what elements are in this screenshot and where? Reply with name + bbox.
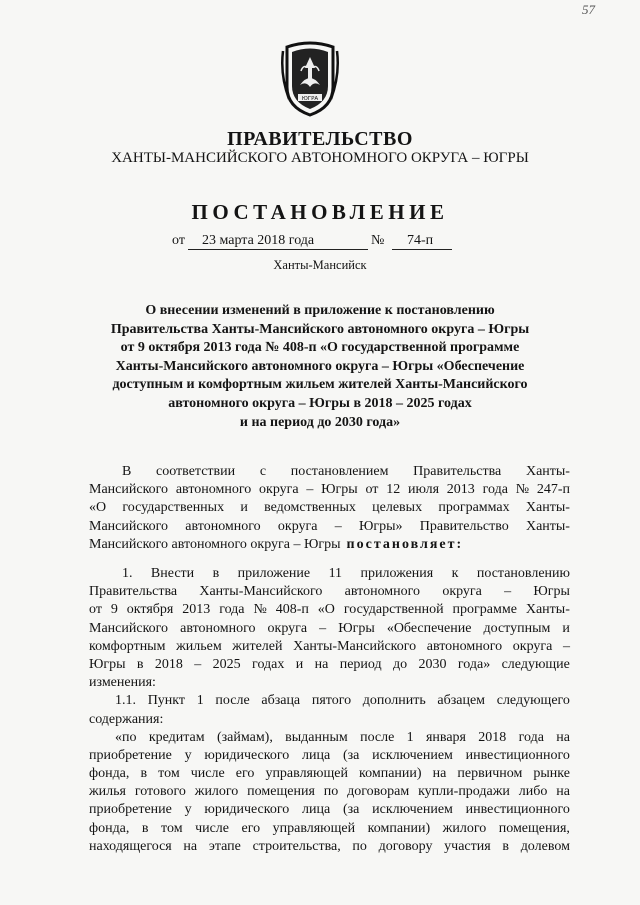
- word: 12: [386, 482, 401, 498]
- word: Ханты-Мансийского: [199, 584, 323, 600]
- word: и: [240, 500, 248, 516]
- word: Правительство: [419, 518, 509, 534]
- word: Мансийского: [89, 620, 169, 636]
- word: постановлением: [290, 464, 389, 479]
- word: –: [319, 620, 327, 636]
- text-line: [89, 747, 570, 765]
- text-line: [89, 565, 570, 583]
- word: 247-п: [536, 482, 570, 498]
- word: у: [184, 747, 192, 763]
- word: помещения,: [498, 820, 570, 836]
- title-line: Ханты-Мансийского автономного округа – Югры «Обеспечение: [115, 358, 525, 374]
- word: после: [215, 693, 250, 709]
- word: доступным: [483, 620, 551, 636]
- word: 2030: [418, 656, 447, 672]
- word: после: [360, 729, 395, 745]
- government-subtitle: ХАНТЫ-МАНСИЙСКОГО АВТОНОМНОГО ОКРУГА – ЮГРЫ: [111, 150, 529, 166]
- word: –: [334, 518, 342, 534]
- text-line: [89, 783, 570, 801]
- word: (за: [342, 747, 360, 763]
- word: Югры: [321, 482, 358, 498]
- word: на: [183, 838, 198, 854]
- word: к: [451, 566, 459, 581]
- decree-word: постановляет:: [346, 536, 464, 552]
- word: года: [482, 482, 508, 498]
- word: №: [253, 602, 267, 618]
- word: 2013: [446, 482, 475, 498]
- word: постановлению: [476, 566, 570, 581]
- word: жилого: [442, 820, 487, 836]
- word: период: [339, 656, 382, 672]
- word: у: [184, 802, 192, 818]
- text-line: [89, 765, 570, 783]
- word: «Обеспечение: [386, 620, 472, 636]
- word: договору: [378, 838, 433, 854]
- word: на: [556, 784, 570, 800]
- word: на: [314, 656, 329, 672]
- word: том: [161, 820, 183, 836]
- word: Ханты-: [525, 518, 570, 534]
- word: фонда,: [89, 766, 130, 782]
- text-line: [89, 674, 570, 692]
- text-line: [89, 463, 570, 481]
- word: 2018: [154, 656, 183, 672]
- word: и: [295, 656, 304, 672]
- word: комфортным: [89, 638, 166, 654]
- word: изменения:: [89, 675, 156, 691]
- word: октября: [126, 602, 174, 618]
- coat-of-arms-emblem: [281, 41, 339, 117]
- word: его: [241, 820, 261, 836]
- word: по: [352, 838, 367, 854]
- word: округа: [267, 620, 308, 636]
- text-line: [89, 601, 570, 619]
- word: на: [432, 766, 447, 782]
- word: целевых: [372, 500, 423, 516]
- word: жилья: [89, 784, 126, 800]
- title-line: автономного округа – Югры в 2018 – 2025 годах: [168, 395, 472, 411]
- text-line: [89, 481, 570, 499]
- word: приложение: [237, 566, 311, 581]
- word: –: [562, 638, 570, 654]
- word: в: [212, 566, 220, 581]
- word: договорам: [347, 784, 410, 800]
- word: автономного: [426, 638, 503, 654]
- word: исключением: [372, 747, 453, 763]
- word: жильем: [176, 638, 222, 654]
- word: Правительства: [89, 584, 178, 600]
- text-line: [89, 729, 570, 747]
- word: –: [194, 656, 202, 672]
- word: Пункт: [147, 693, 186, 709]
- word: –: [306, 482, 314, 498]
- word: соответствии: [156, 464, 236, 479]
- word: Ханты-: [525, 464, 570, 479]
- word: в: [141, 820, 149, 836]
- word: либо: [518, 784, 548, 800]
- word: с: [259, 464, 267, 479]
- word: округа: [259, 482, 299, 498]
- word: года»: [457, 656, 491, 672]
- document-type: ПОСТАНОВЛЕНИЕ: [191, 200, 449, 224]
- word: программах: [438, 500, 510, 516]
- word: от: [89, 602, 102, 618]
- item-1-paragraph: [89, 565, 570, 856]
- word: управляющей: [272, 820, 356, 836]
- word: помещения: [247, 784, 315, 800]
- word: Югры: [533, 584, 570, 600]
- text-line: [89, 801, 570, 819]
- word: участия: [444, 838, 491, 854]
- word: приобретение: [89, 802, 172, 818]
- word: округа: [277, 518, 318, 534]
- word: выданным: [285, 729, 348, 745]
- text-line: [89, 583, 570, 601]
- text-line: [89, 499, 570, 517]
- word: готового: [134, 784, 186, 800]
- word: автономного: [180, 620, 256, 636]
- word: числе: [195, 820, 230, 836]
- word: пятого: [311, 693, 352, 709]
- word: Мансийского: [89, 482, 169, 498]
- word: управляющей: [265, 766, 348, 782]
- title-line: О внесении изменений в приложение к постановлению: [145, 303, 495, 318]
- word: 2025: [212, 656, 241, 672]
- word: жилого: [194, 784, 239, 800]
- text-line: [89, 518, 570, 536]
- word: в: [502, 838, 509, 854]
- word: автономного: [344, 584, 421, 600]
- word: (за: [342, 802, 360, 818]
- word: купли-продажи: [418, 784, 510, 800]
- word: следующие: [501, 656, 570, 672]
- word: в: [136, 656, 144, 672]
- word: №: [515, 482, 530, 498]
- word: автономного: [185, 518, 261, 534]
- title-line: и на период до 2030 года»: [239, 414, 401, 430]
- word: компании): [367, 820, 431, 836]
- word: фонда,: [89, 820, 130, 836]
- text-line: [89, 692, 570, 710]
- word: до: [393, 656, 408, 672]
- word: года: [219, 602, 245, 618]
- word: программе: [452, 602, 517, 618]
- word: компании): [359, 766, 422, 782]
- word: июля: [407, 482, 440, 498]
- word: 9: [110, 602, 118, 618]
- word: первичном: [457, 766, 523, 782]
- word: «по: [115, 729, 137, 745]
- word: Ханты-: [525, 602, 570, 618]
- word: долевом: [520, 838, 570, 854]
- word: исключением: [372, 802, 453, 818]
- word: кредитам: [148, 729, 205, 745]
- word: «О: [317, 602, 335, 618]
- word: ведомственных: [264, 500, 356, 516]
- word: «О: [89, 500, 107, 516]
- word: В: [122, 464, 132, 479]
- document-number: 74-п: [407, 233, 434, 248]
- title-line: Правительства Ханты-Мансийского автономного округа – Югры: [110, 321, 530, 337]
- word: Ханты-: [525, 500, 570, 516]
- word: следующего: [496, 693, 570, 709]
- word: инвестиционного: [465, 802, 570, 818]
- word: рынке: [533, 766, 570, 782]
- page-number-mark: 57: [582, 2, 595, 17]
- from-label: от: [172, 233, 185, 248]
- word: автономного: [175, 482, 252, 498]
- word: юридического: [204, 802, 290, 818]
- word: –: [504, 584, 512, 600]
- document-date: 23 марта 2018 года: [202, 233, 315, 248]
- word: 1: [196, 693, 204, 709]
- word: том: [158, 766, 180, 782]
- word: по: [323, 784, 339, 800]
- word: дополнить: [362, 693, 426, 709]
- preamble-tail: Мансийского автономного округа – Югры: [89, 536, 341, 552]
- word: его: [235, 766, 255, 782]
- word: Ханты-Мансийского: [293, 638, 417, 654]
- word: в: [140, 766, 148, 782]
- word: января: [425, 729, 466, 745]
- text-line: [89, 838, 570, 856]
- word: государственной: [343, 602, 444, 618]
- word: Югры: [338, 620, 375, 636]
- word: 2018: [478, 729, 507, 745]
- word: (займам),: [216, 729, 273, 745]
- word: Правительства: [413, 464, 502, 479]
- government-title: ПРАВИТЕЛЬСТВО: [227, 128, 413, 150]
- number-underline: [392, 249, 452, 250]
- word: лица: [302, 747, 331, 763]
- word: Мансийского: [89, 518, 169, 534]
- word: Югры»: [358, 518, 403, 534]
- document-title: [60, 302, 580, 432]
- text-line: [89, 820, 570, 838]
- word: абзаца: [261, 693, 301, 709]
- word: числе: [190, 766, 225, 782]
- emblem-caption: ЮГРА: [301, 96, 319, 102]
- word: 1: [406, 729, 414, 745]
- word: абзацем: [437, 693, 486, 709]
- word: округа: [512, 638, 553, 654]
- word: лица: [302, 802, 331, 818]
- word: 408-п: [275, 602, 309, 618]
- word: на: [556, 729, 570, 745]
- word: 2013: [182, 602, 211, 618]
- word: округа: [442, 584, 482, 600]
- word: Внести: [150, 566, 195, 581]
- number-label: №: [371, 233, 385, 248]
- title-line: от 9 октября 2013 года № 408-п «О государственной программе: [120, 340, 520, 356]
- text-line: [89, 656, 570, 674]
- text-line: [89, 620, 570, 638]
- word: года: [518, 729, 544, 745]
- word: содержания:: [89, 711, 164, 727]
- word: этапе: [208, 838, 241, 854]
- text-line: [89, 638, 570, 656]
- word: приобретение: [89, 747, 172, 763]
- word: от: [365, 482, 379, 498]
- word: жителей: [232, 638, 283, 654]
- title-line: доступным и комфортным жильем жителей Ханты-Мансийского: [112, 377, 528, 393]
- word: 11: [328, 566, 343, 581]
- word: строительства,: [252, 838, 341, 854]
- word: государственных: [122, 500, 225, 516]
- word: Югры: [89, 656, 126, 672]
- word: и: [562, 620, 570, 636]
- word: годах: [252, 656, 285, 672]
- word: инвестиционного: [465, 747, 570, 763]
- date-underline: [188, 249, 368, 250]
- word: 1.: [122, 566, 133, 581]
- city-name: Ханты-Мансийск: [273, 258, 367, 272]
- preamble-paragraph: [89, 463, 570, 554]
- text-line: [89, 711, 570, 729]
- word: находящегося: [89, 838, 172, 854]
- word: юридического: [204, 747, 290, 763]
- text-line: [89, 536, 570, 554]
- word: 1.1.: [115, 693, 136, 709]
- word: приложения: [360, 566, 434, 581]
